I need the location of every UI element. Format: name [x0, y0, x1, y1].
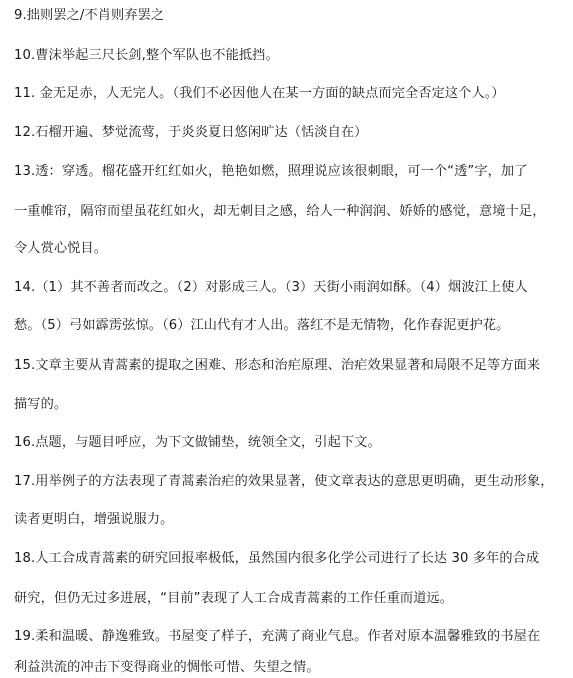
answer-line-13: 13.透：穿透。榴花盛开红红如火，艳艳如燃，照理说应该很刺眼，可一个“透”字，加了 [14, 164, 528, 179]
answer-line-10: 10.曹沫举起三尺长剑,整个军队也不能抵挡。 [14, 48, 279, 63]
answer-line-12: 12.石榴开遍、梦觉流莺，于炎炎夏日悠闲旷达（恬淡自在） [14, 125, 368, 140]
answer-line-17: 17.用举例子的方法表现了青蒿素治疟的效果显著，使文章表达的意思更明确，更生动形象， [14, 474, 554, 489]
answer-line-13-cont1: 一重帷帘，隔帘而望虽花红如火，却无刺目之感，给人一种润润、娇娇的感觉，意境十足， [14, 204, 546, 219]
answer-line-9: 9.拙则罢之/不肖则弃罢之 [14, 8, 165, 23]
answer-line-13-cont2: 令人赏心悦目。 [14, 241, 108, 256]
answer-line-16: 16.点题，与题目呼应，为下文做铺垫，统领全文，引起下文。 [14, 435, 381, 450]
answer-line-15: 15.文章主要从青蒿素的提取之困难、形态和治疟原理、治疟效果显著和局限不足等方面来 [14, 358, 541, 373]
answer-line-14-cont: 愁。（5）弓如霹雳弦惊。（6）江山代有才人出。落红不是无情物，化作春泥更护花。 [14, 318, 510, 333]
answer-line-18: 18.人工合成青蒿素的研究回报率极低，虽然国内很多化学公司进行了长达 30 多年的合成 [14, 551, 540, 566]
answer-line-15-cont: 描写的。 [14, 397, 68, 412]
answer-line-18-cont: 研究，但仍无过多进展，“目前”表现了人工合成青蒿素的工作任重而道远。 [14, 591, 454, 606]
answer-line-17-cont: 读者更明白，增强说服力。 [14, 512, 174, 527]
answer-line-11: 11. 金无足赤，人无完人。（我们不必因他人在某一方面的缺点而完全否定这个人。） [14, 86, 505, 101]
answer-line-19: 19.柔和温暖、静逸雅致。书屋变了样子，充满了商业气息。作者对原本温馨雅致的书屋在 [14, 629, 541, 644]
answer-line-14: 14.（1）其不善者而改之。（2）对影成三人。（3）天街小雨润如酥。（4）烟波江上使人 [14, 280, 528, 295]
answer-line-19-cont: 利益洪流的冲击下变得商业的惆怅可惜、失望之情。 [14, 660, 320, 675]
